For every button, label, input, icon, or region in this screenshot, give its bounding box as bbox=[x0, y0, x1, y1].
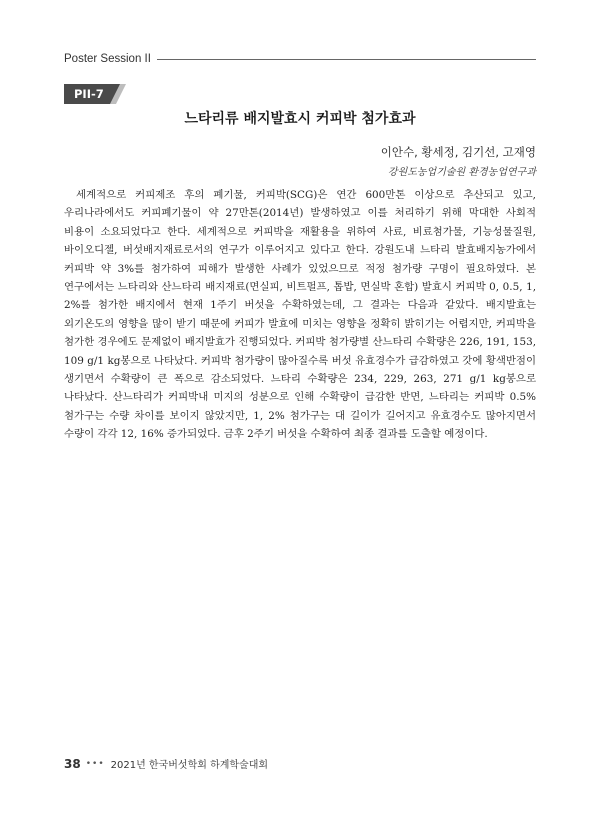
session-header bbox=[64, 50, 536, 68]
header-rule bbox=[157, 59, 536, 60]
poster-tag-label: PII-7 bbox=[74, 87, 104, 101]
page-number: 38 bbox=[64, 756, 81, 771]
paper-title: 느타리류 배지발효시 커피박 첨가효과 bbox=[184, 111, 416, 127]
paper-affiliation: 강원도농업기술원 환경농업연구과 bbox=[387, 167, 536, 178]
paper-authors: 이안수, 황세정, 김기선, 고재영 bbox=[380, 145, 536, 159]
session-label: Poster Session II bbox=[64, 53, 151, 65]
abstract-body: 세계적으로 커피제조 후의 폐기물, 커피박(SCG)은 연간 600만톤 이상으로 추산되고 있고, 우리나라에서도 커피폐기물이 약 27만톤(2014년) 발생하였고 이를 처리하기 위해 막대한 사회적 비용이 소요되었다고 한다. 세계적으로 커피박을 재활용을 위하여 사료, 비료첨가물, 기능성물질원, 바이오디젤, 버섯배지재료로서의 연구가 이루어지고 있다고 한다. 강원도내 느타리 발효배지농가에서 커피박 약 3%를 첨가하여 피해가 발생한 사례가 있었으므로 적정 첨가량 구명이 필요하였다. 본 연구에서는 느타리와 산느타리 배지재료(면실피, 비트펄프, 톱밥, 면실박 혼합) 발효시 커피박 0, 0.5, 1, 2%를 첨가한 배지에서 현재 1주기 버섯을 수확하였는데, 그 결과는 다음과 같았다. 배지발효는 외기온도의 영향을 많이 받기 때문에 커피가 발효에 미치는 영향을 정확히 밝히기는 어렵지만, 커피박을 첨가한 경우에도 문제없이 배지발효가 진행되었다. 커피박 첨가량별 산느타리 수확량은 226, 191, 153, 109 g/1 kg봉으로 나타났다. 커피박 첨가량이 많아질수록 버섯 유효경수가 급감하였고 갓에 황색반점이 생기면서 수확량이 큰 폭으로 감소되었다. 느타리 수확량은 234, 229, 263, 271 g/1 kg봉으로 나타났다. 산느타리가 커피박내 미지의 성분으로 인해 수확량이 급감한 반면, 느타리는 커피박 0.5% 첨가구는 수량 차이를 보이지 않았지만, 1, 2% 첨가구는 대 길이가 길어지고 유효경수도 많아지면서 수량이 각각 12, 16% 증가되었다. 금후 2주기 버섯을 수확하여 최종 결과를 도출할 예정이다. bbox=[64, 189, 536, 441]
footer-dots: ••• bbox=[85, 758, 105, 769]
page-footer bbox=[64, 756, 268, 771]
conference-name: 2021년 한국버섯학회 하계학술대회 bbox=[110, 760, 269, 771]
poster-tag bbox=[64, 84, 126, 104]
